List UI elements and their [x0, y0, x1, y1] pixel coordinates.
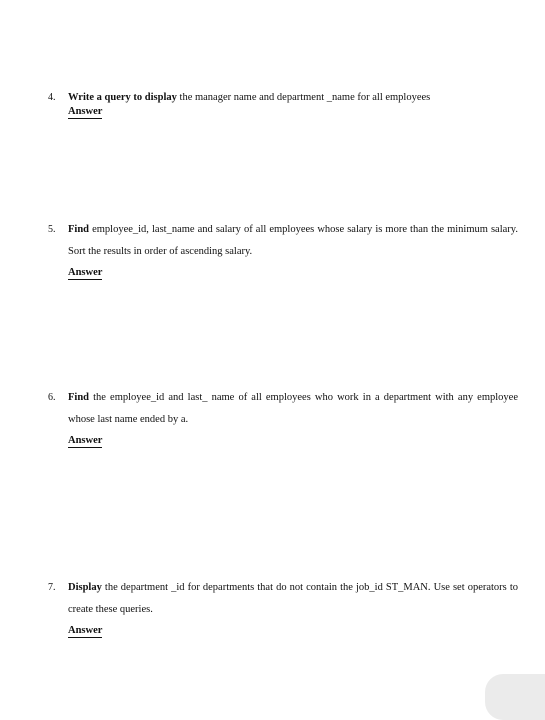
question-description: employee_id, last_name and salary of all employees whose salary is more than the minimum salary. Sort the results in order of ascending salary.: [68, 224, 518, 257]
question-keyword: Find: [68, 392, 90, 403]
question-keyword: Display: [68, 582, 102, 593]
question-description: the manager name and department _name for all employees: [176, 92, 431, 103]
question-description: the department _id for departments that do not contain the job_id ST_MAN. Use set operators to create these queries.: [68, 582, 518, 615]
page-corner-shadow: [485, 674, 545, 720]
question-text: [68, 219, 518, 283]
question-text: [68, 91, 518, 119]
answer-label: Answer: [68, 106, 103, 117]
question-text: [68, 387, 518, 451]
question-description: the employee_id and last_ name of all employees who work in a department with any employee whose last name ended by a.: [68, 392, 518, 425]
answer-label: Answer: [68, 435, 103, 446]
question-text: [68, 577, 518, 641]
question-keyword: Find: [68, 224, 90, 235]
question-number: 4.: [48, 92, 56, 103]
question-keyword: Write a query to display: [68, 92, 177, 103]
question-number: 5.: [48, 224, 56, 235]
question-number: 6.: [48, 392, 56, 403]
question-number: 7.: [48, 582, 56, 593]
answer-label: Answer: [68, 267, 103, 278]
answer-label: Answer: [68, 625, 103, 636]
